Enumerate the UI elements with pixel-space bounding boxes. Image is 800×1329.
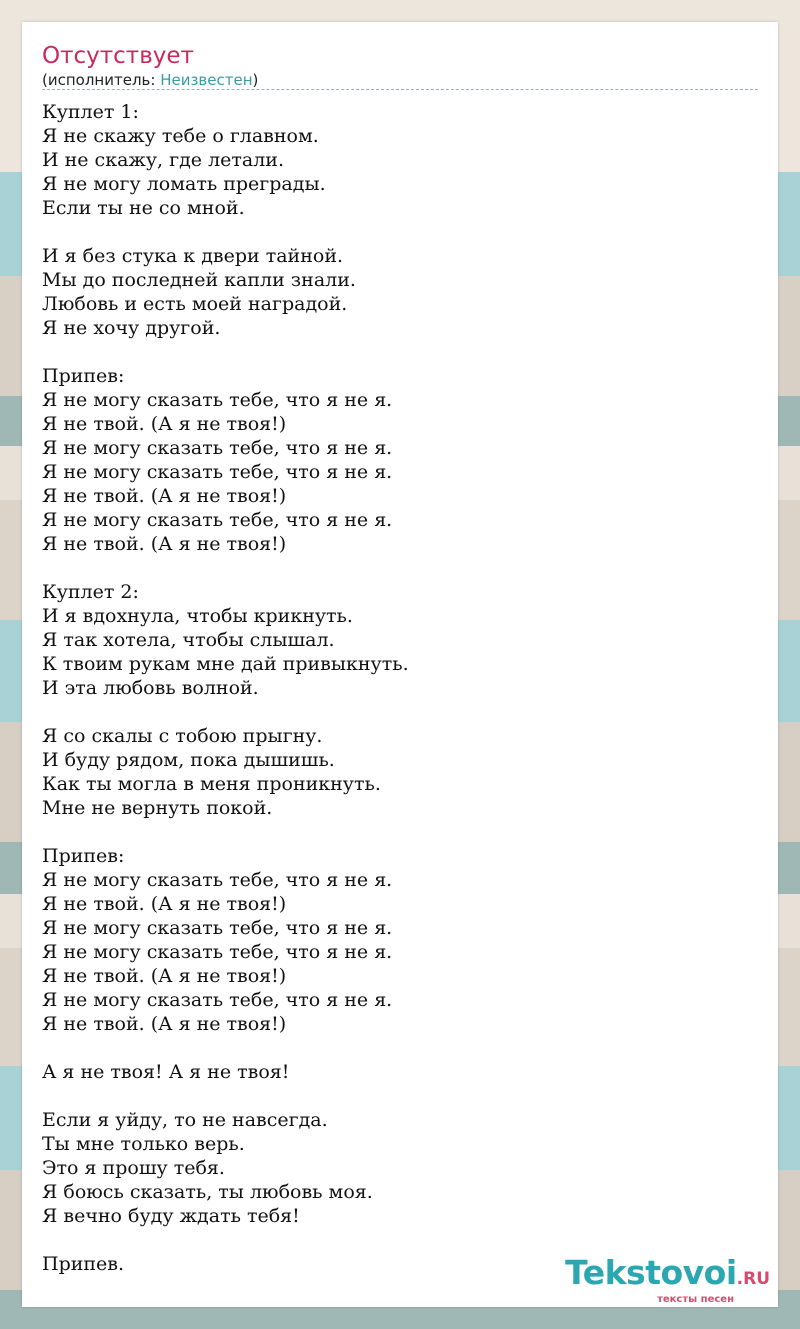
lyrics-line: Любовь и есть моей наградой. xyxy=(42,293,348,315)
lyrics-line: И эта любовь волной. xyxy=(42,677,259,699)
lyrics-line: Припев: xyxy=(42,365,125,387)
lyrics-blank-line xyxy=(42,220,409,244)
lyrics-line: Я со скалы с тобою прыгну. xyxy=(42,725,323,747)
lyrics-card xyxy=(22,22,778,1307)
lyrics-line: Если ты не со мной. xyxy=(42,197,245,219)
lyrics-line: К твоим рукам мне дай привыкнуть. xyxy=(42,653,409,675)
lyrics-line: Ты мне только верь. xyxy=(42,1133,245,1155)
logo-tld: .RU xyxy=(736,1269,770,1289)
lyrics-line: Мне не вернуть покой. xyxy=(42,797,273,819)
lyrics-blank-line xyxy=(42,556,409,580)
song-title: Отсутствует xyxy=(42,43,194,69)
lyrics-line: Я не могу сказать тебе, что я не я. xyxy=(42,917,393,939)
lyrics-line: Я не могу ломать преграды. xyxy=(42,173,326,195)
lyrics-line: Я не могу сказать тебе, что я не я. xyxy=(42,941,393,963)
artist-link[interactable]: Неизвестен xyxy=(160,71,253,89)
lyrics-line: Припев. xyxy=(42,1253,125,1275)
lyrics-line: Если я уйду, то не навсегда. xyxy=(42,1109,328,1131)
lyrics-text xyxy=(42,100,409,1276)
lyrics-line: И не скажу, где летали. xyxy=(42,149,284,171)
performer-line xyxy=(42,71,258,89)
lyrics-line: И я без стука к двери тайной. xyxy=(42,245,344,267)
lyrics-line: Я не могу сказать тебе, что я не я. xyxy=(42,437,393,459)
lyrics-line: Припев: xyxy=(42,845,125,867)
lyrics-blank-line xyxy=(42,820,409,844)
title-divider xyxy=(42,89,758,90)
lyrics-line: Я не могу сказать тебе, что я не я. xyxy=(42,389,393,411)
lyrics-line: Я не хочу другой. xyxy=(42,317,221,339)
lyrics-line: Я не твой. (А я не твоя!) xyxy=(42,1013,287,1035)
lyrics-line: Я боюсь сказать, ты любовь моя. xyxy=(42,1181,373,1203)
lyrics-line: Это я прошу тебя. xyxy=(42,1157,225,1179)
lyrics-line: Я так хотела, чтобы слышал. xyxy=(42,629,335,651)
site-logo[interactable] xyxy=(565,1255,770,1305)
lyrics-line: Куплет 2: xyxy=(42,581,139,603)
lyrics-line: Я не твой. (А я не твоя!) xyxy=(42,533,287,555)
lyrics-line: И буду рядом, пока дышишь. xyxy=(42,749,335,771)
lyrics-line: Я не могу сказать тебе, что я не я. xyxy=(42,509,393,531)
lyrics-line: Я вечно буду ждать тебя! xyxy=(42,1205,300,1227)
lyrics-line: Я не скажу тебе о главном. xyxy=(42,125,319,147)
lyrics-line: И я вдохнула, чтобы крикнуть. xyxy=(42,605,353,627)
lyrics-line: А я не твоя! А я не твоя! xyxy=(42,1061,290,1083)
lyrics-blank-line xyxy=(42,340,409,364)
lyrics-line: Как ты могла в меня проникнуть. xyxy=(42,773,381,795)
lyrics-line: Я не могу сказать тебе, что я не я. xyxy=(42,461,393,483)
logo-name: Tekstovoi xyxy=(565,1253,737,1292)
lyrics-blank-line xyxy=(42,1228,409,1252)
lyrics-line: Я не твой. (А я не твоя!) xyxy=(42,485,287,507)
lyrics-line: Я не могу сказать тебе, что я не я. xyxy=(42,989,393,1011)
lyrics-blank-line xyxy=(42,1084,409,1108)
logo-wordmark xyxy=(565,1255,770,1297)
lyrics-blank-line xyxy=(42,1036,409,1060)
performer-suffix: ) xyxy=(252,71,259,89)
lyrics-line: Я не твой. (А я не твоя!) xyxy=(42,893,287,915)
lyrics-line: Я не твой. (А я не твоя!) xyxy=(42,413,287,435)
lyrics-line: Я не твой. (А я не твоя!) xyxy=(42,965,287,987)
logo-tagline: тексты песен xyxy=(657,1294,734,1305)
lyrics-blank-line xyxy=(42,700,409,724)
performer-prefix: (исполнитель: xyxy=(42,71,161,89)
lyrics-line: Я не могу сказать тебе, что я не я. xyxy=(42,869,393,891)
lyrics-line: Куплет 1: xyxy=(42,101,139,123)
lyrics-line: Мы до последней капли знали. xyxy=(42,269,356,291)
